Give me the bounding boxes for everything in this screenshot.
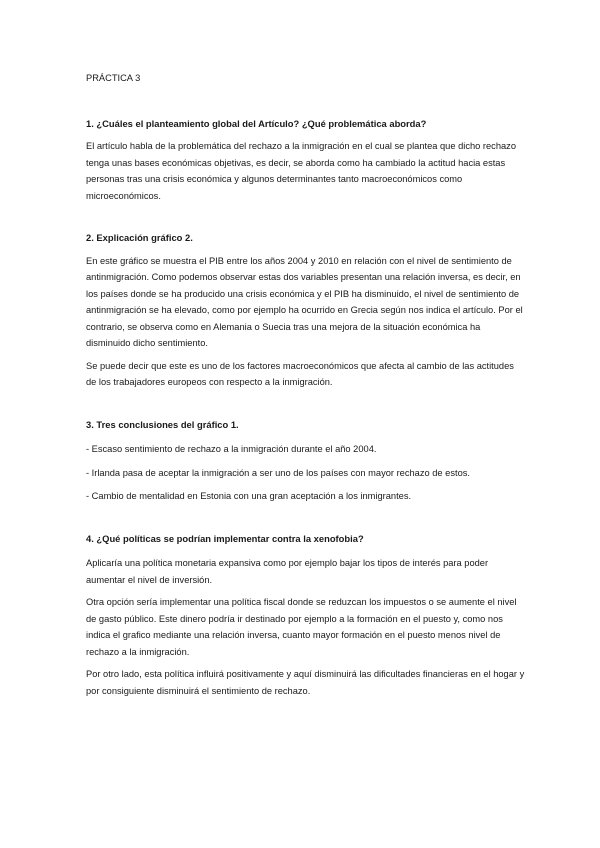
section-2 [86,230,526,391]
section-4 [86,531,526,700]
list-item: - Irlanda pasa de aceptar la inmigración a ser uno de los países con mayor rechazo de estos. [86,467,470,478]
section-heading: 2. Explicación gráfico 2. [86,232,193,243]
list-item: - Escaso sentimiento de rechazo a la inmigración durante el año 2004. [86,444,377,454]
document-page [86,70,526,721]
paragraph: Otra opción sería implementar una política fiscal donde se reduzcan los impuestos o se aumente el nivel de gasto público. Este dinero podría ir destinado por ejemplo a la formación en el puesto y, como nos indica el grafico mediante una relación inversa, cuanto mayor formación en el puesto menos nivel de rechazo a la inmigración. [86,597,517,657]
paragraph: Aplicaría una política monetaria expansiva como por ejemplo bajar los tipos de interés para poder aumentar el nivel de inversión. [86,558,489,585]
document-title: PRÁCTICA 3 [86,73,141,83]
paragraph: El artículo habla de la problemática del rechazo a la inmigración en el cual se plantea que dicho rechazo tenga unas bases económicas objetivas, es decir, se aborda como ha cambiado la actitud hacia estas personas tras una crisis económica y algunos determinantes tanto macroeconómicos como microeconómicos. [86,141,516,201]
paragraph: Por otro lado, esta política influirá positivamente y aquí disminuirá las dificultades financieras en el hogar y por consiguiente disminuirá el sentimiento de rechazo. [86,669,525,696]
section-heading: 1. ¿Cuáles el planteamiento global del Artículo? ¿Qué problemática aborda? [86,117,427,129]
list-item: - Cambio de mentalidad en Estonia con una gran aceptación a los inmigrantes. [86,491,412,501]
paragraph: Se puede decir que este es uno de los factores macroeconómicos que afecta al cambio de las actitudes de los trabajadores europeos con respecto a la inmigración. [86,360,514,387]
paragraph: En este gráfico se muestra el PIB entre los años 2004 y 2010 en relación con el nivel de sentimiento de antinmigración. Como podemos observar estas dos variables presentan una relación inversa, es decir, en los países donde se ha producido una crisis económica y el PIB ha disminuido, el nivel de sentimiento de antinmigración se ha elevado, como por ejemplo ha ocurrido en Grecia según nos indica el artículo. Por el contrario, se observa como en Alemania o Suecia tras una mejora de la situación económica ha disminuido dicho sentimiento. [86,255,523,348]
section-3 [86,417,526,505]
section-heading: 4. ¿Qué políticas se podrían implementar contra la xenofobia? [86,532,364,544]
section-1 [86,116,526,205]
section-heading: 3. Tres conclusiones del gráfico 1. [86,418,239,430]
